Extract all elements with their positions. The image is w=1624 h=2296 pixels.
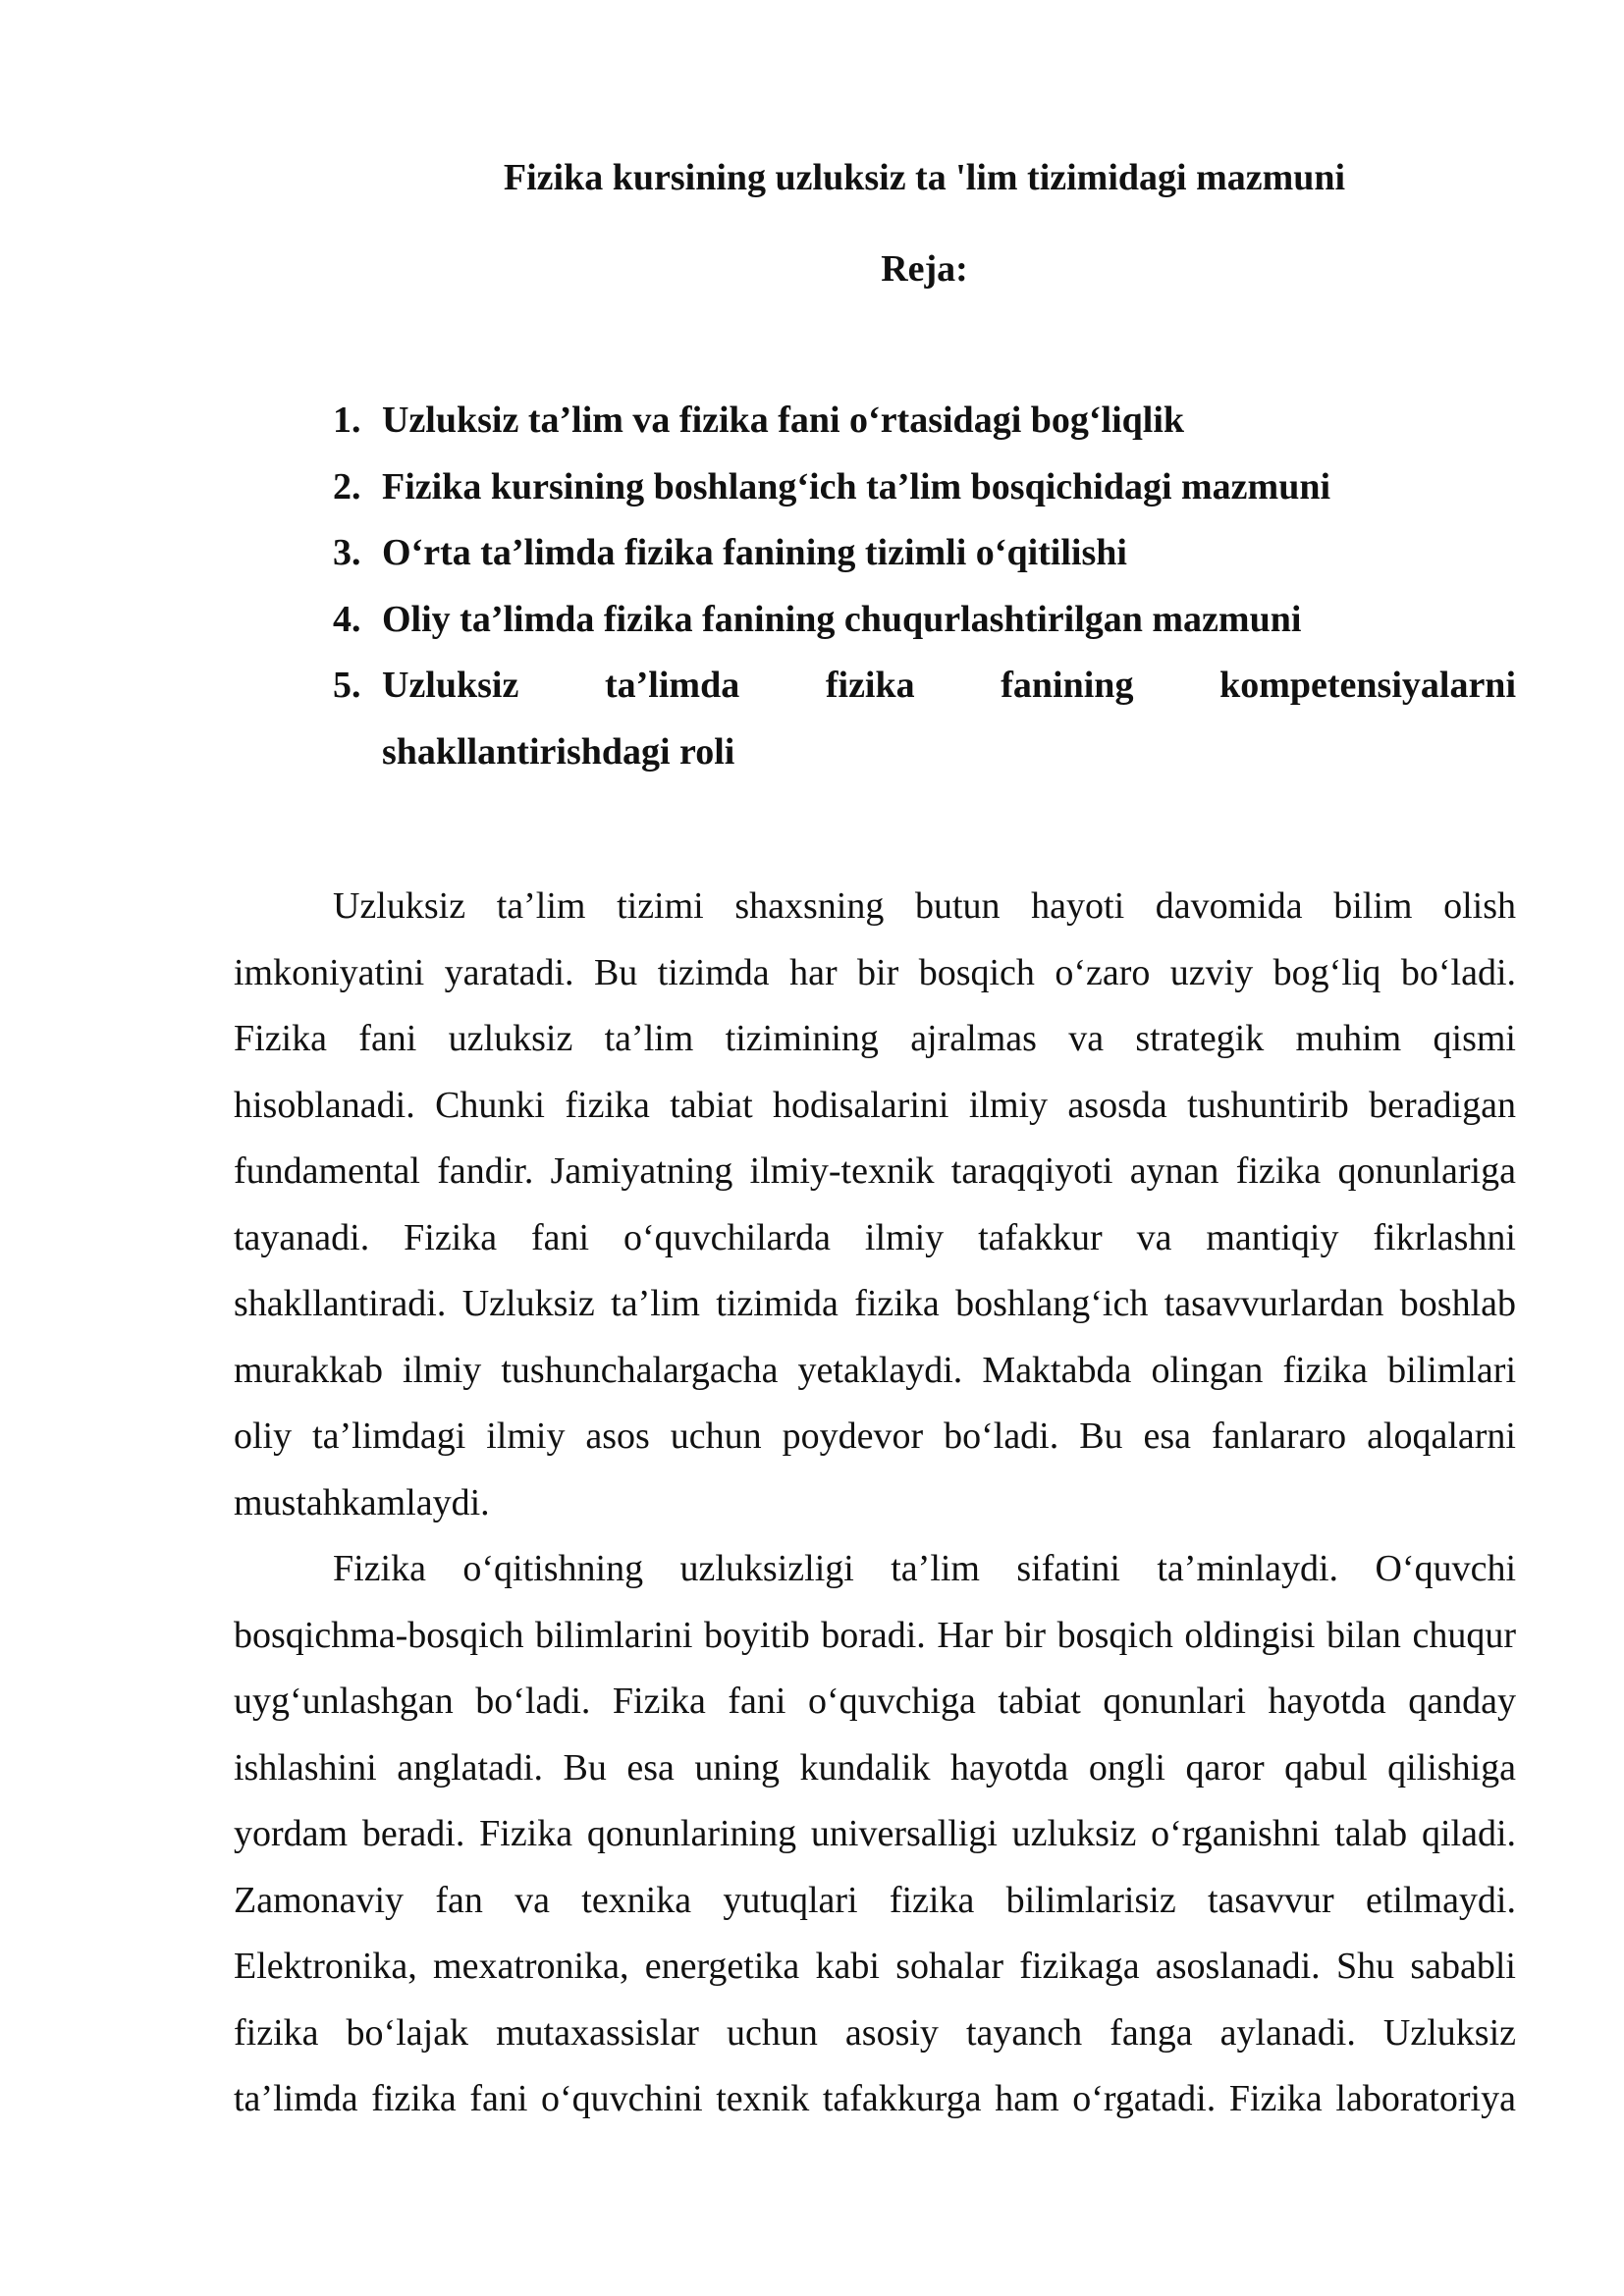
- paragraph-line: fundamental fandir. Jamiyatning ilmiy-texnik taraqqiyoti aynan fizika qonunlariga: [234, 1150, 1516, 1192]
- body-text: [234, 874, 1516, 2133]
- paragraph-line: shakllantiradi. Uzluksiz ta’lim tizimida fizika boshlang‘ich tasavvurlardan boshlab: [234, 1283, 1516, 1324]
- plan-item-text: Uzluksiz ta’lim va fizika fani o‘rtasidagi bog‘liqlik: [382, 400, 1185, 441]
- paragraph-line: Elektronika, mexatronika, energetika kabi sohalar fizikaga asoslanadi. Shu sababli: [234, 1946, 1516, 1987]
- document-title: Fizika kursining uzluksiz ta 'lim tizimidagi mazmuni: [503, 157, 1346, 198]
- plan-item-5: [333, 653, 1516, 785]
- plan-item-2: [333, 454, 1516, 521]
- plan-item-number: 2.: [333, 465, 361, 507]
- plan-item-number: 1.: [333, 400, 361, 441]
- paragraph-line: Zamonaviy fan va texnika yutuqlari fizika bilimlarisiz tasavvur etilmaydi.: [234, 1879, 1516, 1921]
- plan-item-text: Fizika kursining boshlang‘ich ta’lim bosqichidagi mazmuni: [382, 465, 1331, 507]
- paragraph-line: bosqichma-bosqich bilimlarini boyitib boradi. Har bir bosqich oldingisi bilan chuqur: [234, 1614, 1516, 1656]
- paragraph-2: [234, 1536, 1516, 2133]
- plan-heading: Reja:: [881, 248, 968, 290]
- paragraph-line: oliy ta’limdagi ilmiy asos uchun poydevor bo‘ladi. Bu esa fanlararo aloqalarni: [234, 1415, 1516, 1457]
- plan-item-text: O‘rta ta’limda fizika fanining tizimli o‘qitilishi: [382, 532, 1127, 573]
- paragraph-line: ta’limda fizika fani o‘quvchini texnik tafakkurga ham o‘rgatadi. Fizika laboratoriya: [234, 2078, 1516, 2119]
- paragraph-line: murakkab ilmiy tushunchalargacha yetaklaydi. Maktabda olingan fizika bilimlari: [234, 1349, 1516, 1391]
- paragraph-line: Uzluksiz ta’lim tizimi shaxsning butun hayoti davomida bilim olish: [333, 885, 1516, 927]
- plan-item-number: 3.: [333, 532, 361, 573]
- paragraph-line: imkoniyatini yaratadi. Bu tizimda har bir bosqich o‘zaro uzviy bog‘liq bo‘ladi.: [234, 951, 1516, 993]
- plan-item-3: [333, 520, 1516, 587]
- paragraph-line: fizika bo‘lajak mutaxassislar uchun asosiy tayanch fanga aylanadi. Uzluksiz: [234, 2011, 1516, 2054]
- paragraph-1: [234, 874, 1516, 1536]
- plan-item-4: [333, 587, 1516, 654]
- paragraph-line: mustahkamlaydi.: [234, 1481, 490, 1523]
- paragraph-line: uyg‘unlashgan bo‘ladi. Fizika fani o‘quvchiga tabiat qonunlari hayotda qanday: [234, 1681, 1516, 1722]
- plan-item-1: [333, 388, 1516, 454]
- paragraph-line: ishlashini anglatadi. Bu esa uning kundalik hayotda ongli qaror qabul qilishiga: [234, 1746, 1516, 1789]
- plan-item-number: 5.: [333, 665, 361, 706]
- paragraph-line: yordam beradi. Fizika qonunlarining universalligi uzluksiz o‘rganishni talab qiladi.: [234, 1813, 1516, 1854]
- plan-item-number: 4.: [333, 598, 361, 640]
- plan-item-text: Oliy ta’limda fizika fanining chuqurlashtirilgan mazmuni: [382, 598, 1302, 640]
- paragraph-line: hisoblanadi. Chunki fizika tabiat hodisalarini ilmiy asosda tushuntirib beradigan: [234, 1084, 1516, 1126]
- paragraph-line: Fizika fani uzluksiz ta’lim tizimining ajralmas va strategik muhim qismi: [234, 1018, 1516, 1059]
- paragraph-line: tayanadi. Fizika fani o‘quvchilarda ilmiy tafakkur va mantiqiy fikrlashni: [234, 1216, 1516, 1258]
- paragraph-line: Fizika o‘qitishning uzluksizligi ta’lim sifatini ta’minlaydi. O‘quvchi: [333, 1548, 1516, 1589]
- plan-item-text: shakllantirishdagi roli: [382, 730, 735, 773]
- plan-list: [333, 388, 1516, 785]
- plan-item-text: Uzluksiz ta’limda fizika fanining kompetensiyalarni: [382, 665, 1516, 706]
